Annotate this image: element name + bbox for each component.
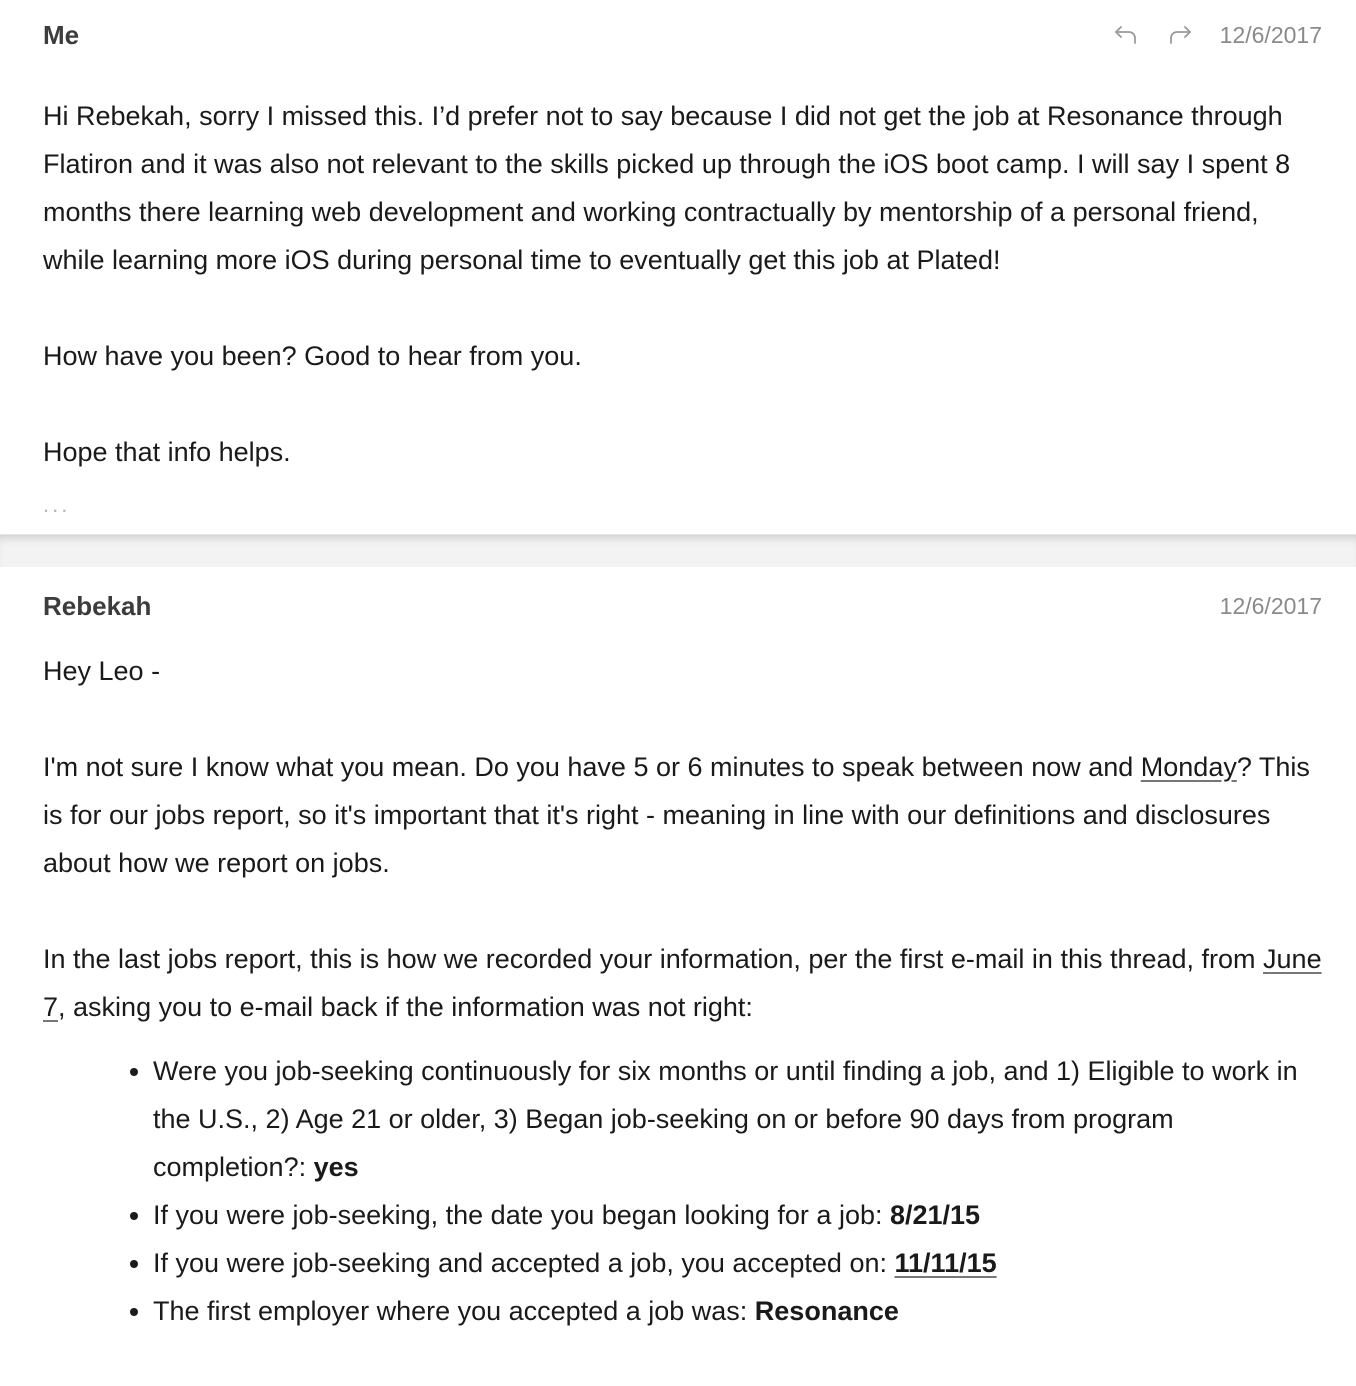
list-item (153, 1239, 1322, 1287)
text-segment: I'm not sure I know what you mean. Do you have 5 or 6 minutes to speak between now and (43, 752, 1141, 782)
body-paragraph (43, 743, 1322, 887)
message-body (43, 92, 1322, 476)
list-item (153, 1047, 1322, 1191)
message-body (43, 647, 1322, 1031)
text-segment: In the last jobs report, this is how we recorded your information, per the first e-mail in this thread, from (43, 944, 1264, 974)
list-item-value: 8/21/15 (889, 1200, 981, 1230)
message-me (0, 0, 1356, 534)
message-header (43, 0, 1322, 70)
message-actions (1112, 21, 1322, 49)
body-paragraph: Hope that info helps. (43, 437, 291, 467)
list-item-value: yes (313, 1152, 359, 1182)
body-paragraph: Hi Rebekah, sorry I missed this. I’d prefer not to say because I did not get the job at Resonance through Flatiron and it was also not relevant to the skills picked up through the iOS boot camp. I will say I spent 8 months there learning web development and working contractually by mentorship of a personal friend, while learning more iOS during personal time to eventually get this job at Plated! (43, 101, 1291, 275)
list-item (153, 1287, 1322, 1335)
reply-icon[interactable] (1112, 21, 1140, 49)
text-segment: , asking you to e-mail back if the information was not right: (58, 992, 753, 1022)
jobs-report-list (43, 1047, 1322, 1335)
message-rebekah (0, 567, 1356, 1335)
list-item (153, 1191, 1322, 1239)
message-date: 12/6/2017 (1219, 592, 1322, 619)
list-item-text: If you were job-seeking and accepted a job, you accepted on: (153, 1248, 895, 1278)
forward-icon[interactable] (1166, 21, 1194, 49)
date-link-june-7[interactable]: June 7 (43, 944, 1322, 1022)
list-item-text: The first employer where you accepted a job was: (153, 1296, 755, 1326)
list-item-value: Resonance (754, 1296, 899, 1326)
list-item-text: Were you job-seeking continuously for six months or until finding a job, and 1) Eligible to work in the U.S., 2) Age 21 or older, 3) Began job-seeking on or before 90 days from program completion?: (153, 1056, 1298, 1182)
text-segment: ? This is for our jobs report, so it's important that it's right - meaning in line with our definitions and disclosures about how we report on jobs. (43, 752, 1310, 878)
greeting: Hey Leo - (43, 656, 161, 686)
message-divider (0, 534, 1356, 567)
body-paragraph (43, 935, 1322, 1031)
message-header (43, 567, 1322, 645)
body-paragraph: How have you been? Good to hear from you. (43, 341, 582, 371)
list-item-value[interactable]: 11/11/15 (894, 1248, 997, 1278)
sender-name: Rebekah (43, 590, 152, 621)
sender-name: Me (43, 19, 80, 50)
message-date: 12/6/2017 (1219, 21, 1322, 48)
date-link-monday[interactable]: Monday (1140, 752, 1237, 782)
message-actions (1220, 593, 1322, 620)
show-trimmed-content[interactable]: ... (43, 492, 71, 517)
list-item-text: If you were job-seeking, the date you began looking for a job: (153, 1200, 890, 1230)
